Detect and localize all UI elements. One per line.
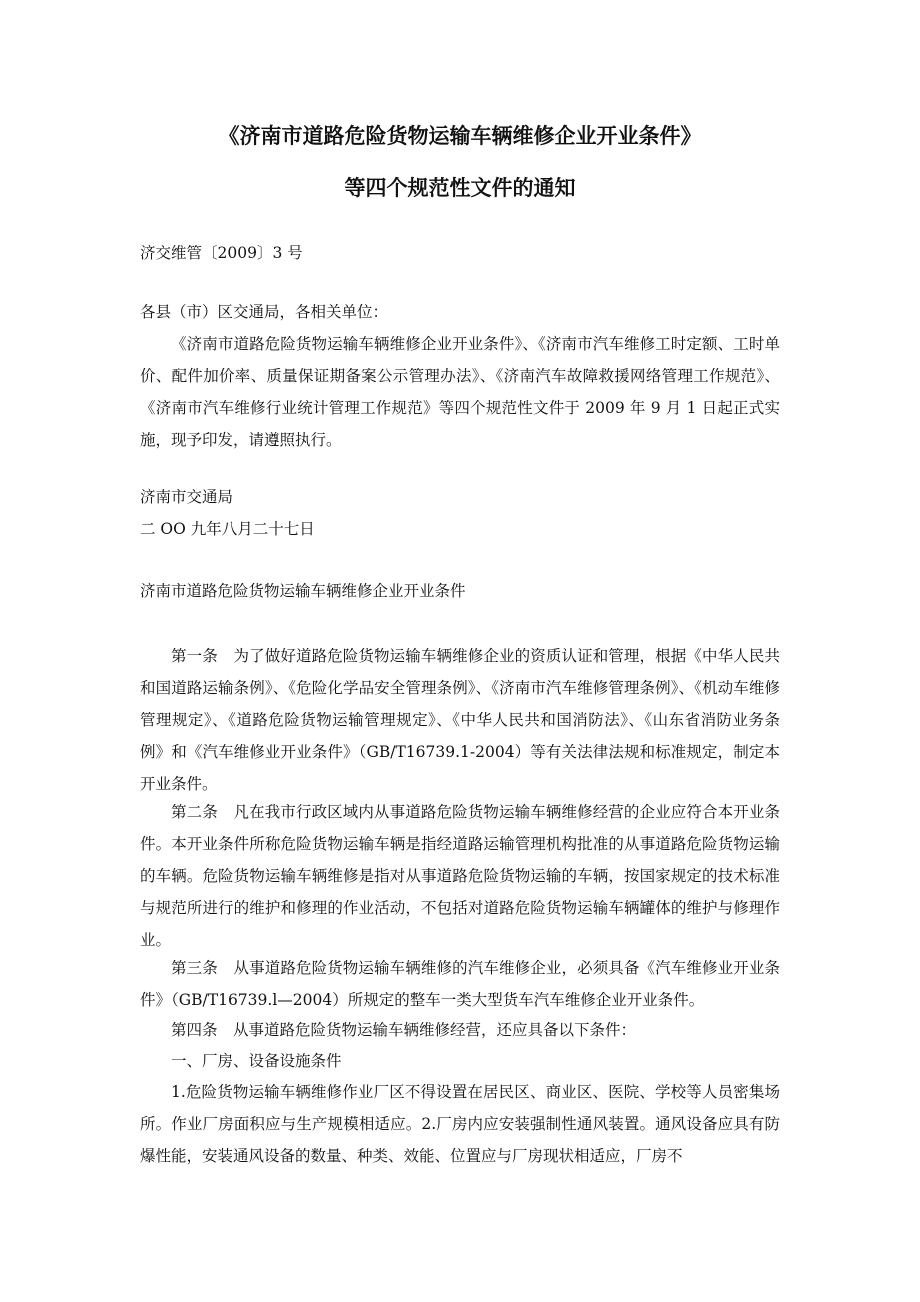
- subsection-1: 一、厂房、设备设施条件: [171, 1052, 342, 1070]
- section-title: 济南市道路危险货物运输车辆维修企业开业条件: [140, 582, 466, 600]
- document-number: 济交维管〔2009〕3 号: [140, 244, 303, 262]
- document-title-line-1: 《济南市道路危险货物运输车辆维修企业开业条件》: [218, 124, 702, 148]
- intro-paragraph: 《济南市道路危险货物运输车辆维修企业开业条件》、《济南市汽车维修工时定额、工时单价、配件加价率、质量保证期备案公示管理办法》、《济南汽车故障救援网络管理工作规范》、《济南市汽车维修行业统计管理工作规范》等四个规范性文件于 2009 年 9 月 1 日起正式实施，现予印发，请遵照执行。: [140, 335, 780, 449]
- article-1: 第一条 为了做好道路危险货物运输车辆维修企业的资质认证和管理，根据《中华人民共和国道路运输条例》、《危险化学品安全管理条例》、《济南市汽车维修管理条例》、《机动车维修管理规定》、《道路危险货物运输管理规定》、《中华人民共和国消防法》、《山东省消防业务条例》和《汽车维修业开业条件》（GB/T16739.1-2004）等有关法律法规和标准规定，制定本开业条件。: [140, 647, 780, 793]
- document-title-line-2: 等四个规范性文件的通知: [344, 176, 576, 200]
- article-3: 第三条 从事道路危险货物运输车辆维修的汽车维修企业，必须具备《汽车维修业开业条件》（GB/T16739.l—2004）所规定的整车一类大型货车汽车维修企业开业条件。: [140, 959, 780, 1009]
- issuer: 济南市交通局: [140, 488, 234, 506]
- item-1: 1.危险货物运输车辆维修作业厂区不得设置在居民区、商业区、医院、学校等人员密集场所。作业厂房面积应与生产规模相适应。2.厂房内应安装强制性通风装置。通风设备应具有防爆性能，安装通风设备的数量、种类、效能、位置应与厂房现状相适应，厂房不: [140, 1083, 780, 1165]
- issue-date: 二 OO 九年八月二十七日: [140, 520, 315, 538]
- addressee: 各县（市）区交通局，各相关单位：: [140, 303, 389, 321]
- article-4: 第四条 从事道路危险货物运输车辆维修经营，还应具备以下条件：: [171, 1021, 637, 1039]
- article-2: 第二条 凡在我市行政区域内从事道路危险货物运输车辆维修经营的企业应符合本开业条件。本开业条件所称危险货物运输车辆是指经道路运输管理机构批准的从事道路危险货物运输的车辆。危险货物运输车辆维修是指对从事道路危险货物运输的车辆，按国家规定的技术标准与规范所进行的维护和修理的作业活动，不包括对道路危险货物运输车辆罐体的维护与修理作业。: [140, 803, 780, 949]
